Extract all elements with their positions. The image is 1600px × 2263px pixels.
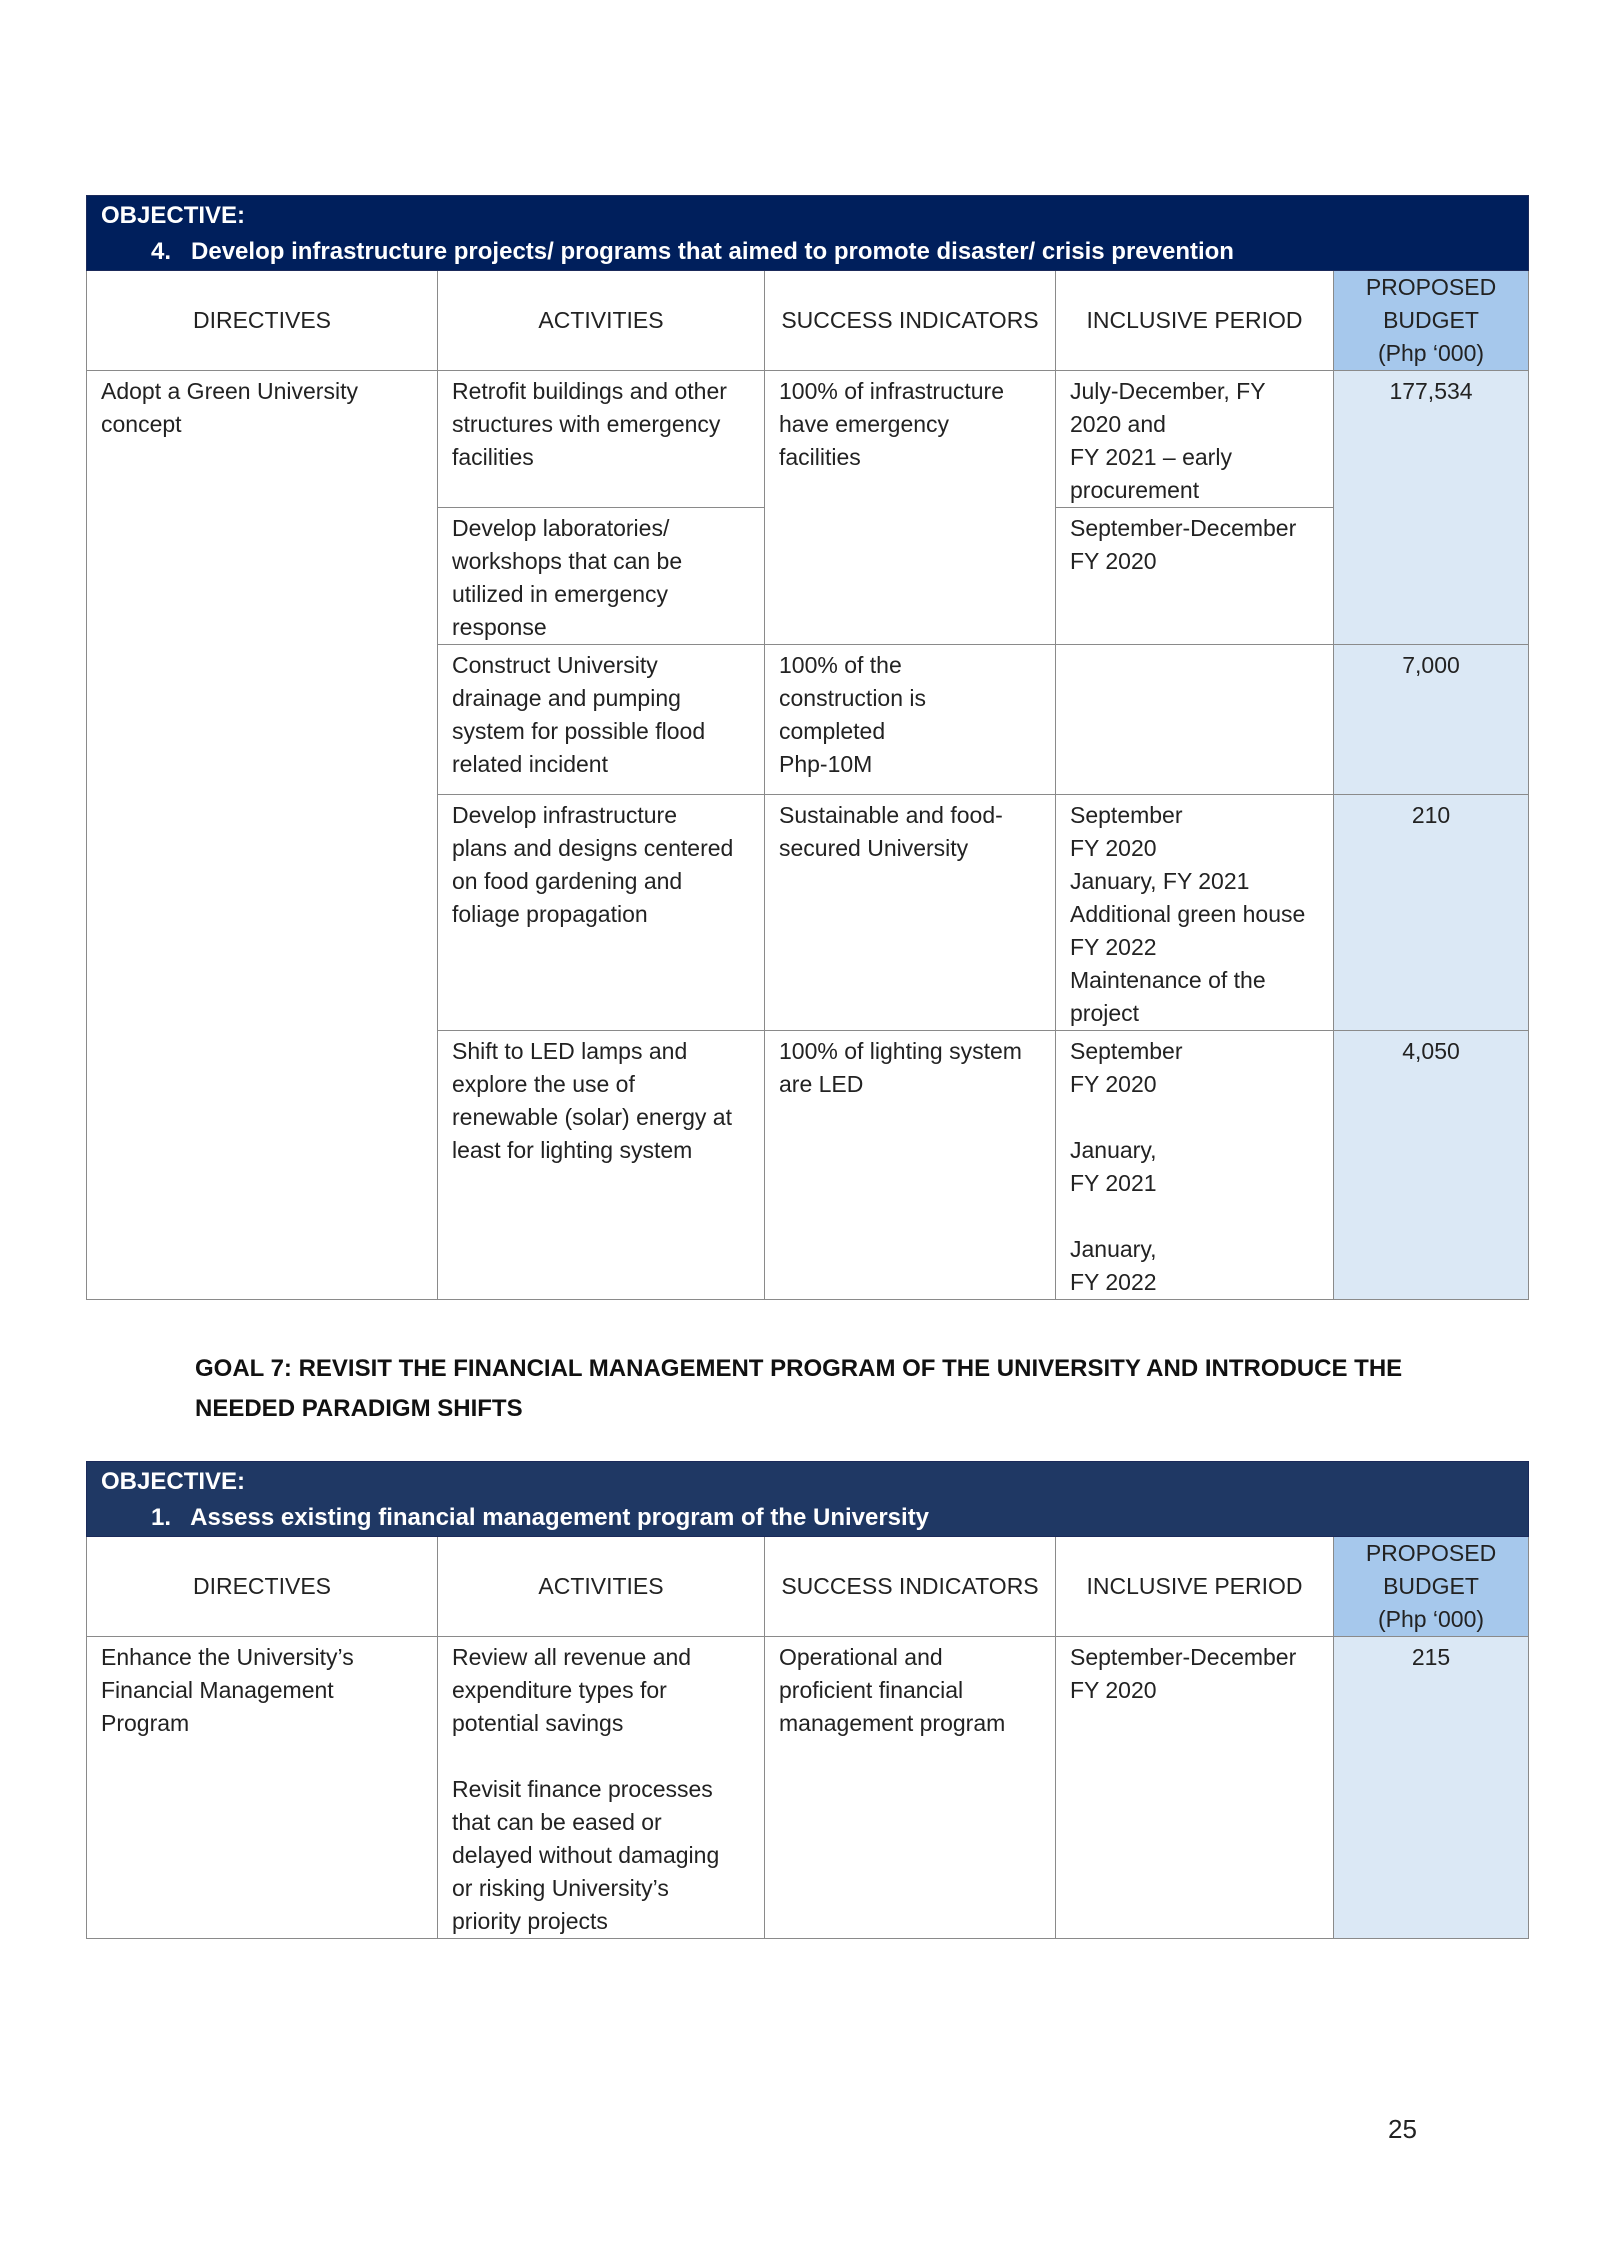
header-activities: ACTIVITIES — [438, 271, 765, 371]
header-proposed-budget: PROPOSED BUDGET (Php ‘000) — [1334, 1537, 1529, 1637]
success-indicator-cell: Sustainable and food- secured University — [765, 795, 1056, 1031]
header-directives: DIRECTIVES — [87, 1537, 438, 1637]
success-indicator-cell: Operational and proficient financial management program — [765, 1637, 1056, 1939]
objective-label: OBJECTIVE: — [101, 202, 246, 229]
header-inclusive-period: INCLUSIVE PERIOD — [1056, 271, 1334, 371]
success-indicator-cell: 100% of infrastructure have emergency facilities — [765, 371, 1056, 645]
goal-7-heading: GOAL 7: REVISIT THE FINANCIAL MANAGEMENT PROGRAM OF THE UNIVERSITY AND INTRODUCE THE NEEDED PARADIGM SHIFTS — [195, 1355, 1403, 1422]
header-proposed-budget: PROPOSED BUDGET (Php ‘000) — [1334, 271, 1529, 371]
header-activities: ACTIVITIES — [438, 1537, 765, 1637]
objective-label: OBJECTIVE: — [101, 1468, 246, 1495]
objective-number: 1. — [151, 1504, 172, 1531]
objective-header — [87, 196, 1529, 271]
period-cell: September-December FY 2020 — [1056, 1637, 1334, 1939]
activity-cell: Review all revenue and expenditure types for potential savings Revisit finance processes that can be eased or delayed without damaging or risking University’s priority projects — [438, 1637, 765, 1939]
header-directives: DIRECTIVES — [87, 271, 438, 371]
objective-header — [87, 1462, 1529, 1537]
period-cell: July-December, FY 2020 and FY 2021 – early procurement — [1056, 371, 1334, 508]
budget-cell: 7,000 — [1334, 645, 1529, 795]
period-cell — [1056, 645, 1334, 795]
success-indicator-cell: 100% of lighting system are LED — [765, 1031, 1056, 1300]
period-cell: September FY 2020 January, FY 2021 January, FY 2022 — [1056, 1031, 1334, 1300]
success-indicator-cell: 100% of the construction is completed Php-10M — [765, 645, 1056, 795]
header-success-indicators: SUCCESS INDICATORS — [765, 1537, 1056, 1637]
objective-4-table — [86, 195, 1529, 1300]
header-inclusive-period: INCLUSIVE PERIOD — [1056, 1537, 1334, 1637]
activity-cell: Construct University drainage and pumping system for possible flood related incident — [438, 645, 765, 795]
budget-cell: 4,050 — [1334, 1031, 1529, 1300]
objective-1-table — [86, 1461, 1529, 1939]
objective-text: Develop infrastructure projects/ programs that aimed to promote disaster/ crisis prevention — [191, 238, 1234, 265]
budget-cell: 215 — [1334, 1637, 1529, 1939]
header-success-indicators: SUCCESS INDICATORS — [765, 271, 1056, 371]
activity-cell: Develop laboratories/ workshops that can be utilized in emergency response — [438, 508, 765, 645]
period-cell: September FY 2020 January, FY 2021 Additional green house FY 2022 Maintenance of the project — [1056, 795, 1334, 1031]
budget-cell: 177,534 — [1334, 371, 1529, 645]
activity-cell: Shift to LED lamps and explore the use of renewable (solar) energy at least for lighting system — [438, 1031, 765, 1300]
objective-title — [101, 1500, 1514, 1536]
period-cell: September-December FY 2020 — [1056, 508, 1334, 645]
objective-text: Assess existing financial management program of the University — [190, 1504, 930, 1531]
page-number: 25 — [1388, 2114, 1417, 2144]
objective-number: 4. — [151, 238, 172, 265]
activity-cell: Retrofit buildings and other structures with emergency facilities — [438, 371, 765, 508]
objective-title — [101, 234, 1514, 270]
directive-cell: Adopt a Green University concept — [87, 371, 438, 1300]
budget-cell: 210 — [1334, 795, 1529, 1031]
directive-cell: Enhance the University’s Financial Management Program — [87, 1637, 438, 1939]
activity-cell: Develop infrastructure plans and designs centered on food gardening and foliage propagation — [438, 795, 765, 1031]
